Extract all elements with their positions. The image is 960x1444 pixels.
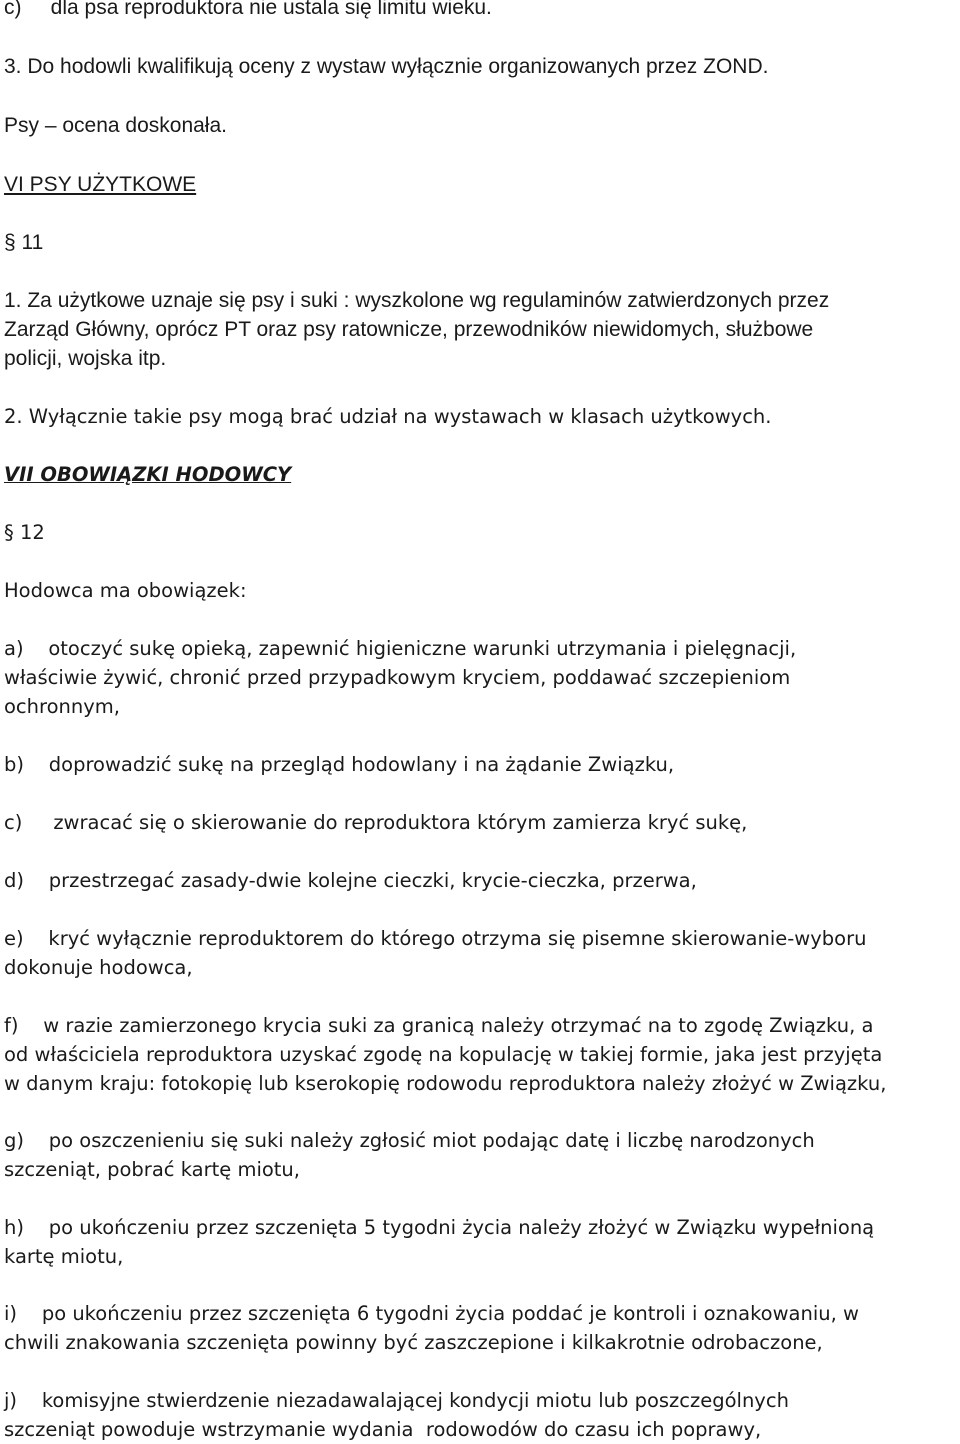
text-line: w danym kraju: fotokopię lub kserokopię rodowodu reproduktora należy złożyć w Związku,	[4, 1072, 887, 1095]
text-line: właściwie żywić, chronić przed przypadkowym kryciem, poddawać szczepieniom	[4, 666, 791, 689]
text-line: od właściciela reproduktora uzyskać zgodę na kopulację w takiej formie, jaka jest przyjęta	[4, 1043, 883, 1066]
list-item: i) po ukończeniu przez szczenięta 6 tygodni życia poddać je kontroli i oznakowaniu, w	[4, 1302, 859, 1325]
section-heading: VI PSY UŻYTKOWE	[4, 173, 197, 196]
list-item: e) kryć wyłącznie reproduktorem do którego otrzyma się pisemne skierowanie-wyboru	[4, 927, 867, 950]
text-line: Psy – ocena doskonała.	[4, 114, 227, 137]
text-line: 1. Za użytkowe uznaje się psy i suki : wyszkolone wg regulaminów zatwierdzonych przez	[4, 289, 830, 312]
list-item: g) po oszczenieniu się suki należy zgłosić miot podając datę i liczbę narodzonych	[4, 1129, 815, 1152]
list-item: d) przestrzegać zasady-dwie kolejne cieczki, krycie-cieczka, przerwa,	[4, 869, 697, 892]
list-item: c) zwracać się o skierowanie do reproduktora którym zamierza kryć sukę,	[4, 811, 748, 834]
list-item: f) w razie zamierzonego krycia suki za granicą należy otrzymać na to zgodę Związku, a	[4, 1014, 874, 1037]
text-line: 2. Wyłącznie takie psy mogą brać udział na wystawach w klasach użytkowych.	[4, 405, 772, 428]
section-heading: VII OBOWIĄZKI HODOWCY	[4, 463, 292, 486]
text-line: szczeniąt, pobrać kartę miotu,	[4, 1158, 300, 1181]
text-line: Hodowca ma obowiązek:	[4, 579, 247, 602]
list-item: a) otoczyć sukę opieką, zapewnić higieniczne warunki utrzymania i pielęgnacji,	[4, 637, 797, 660]
text-line: dokonuje hodowca,	[4, 956, 193, 979]
text-line: 3. Do hodowli kwalifikują oceny z wystaw wyłącznie organizowanych przez ZOND.	[4, 55, 769, 78]
text-line: ochronnym,	[4, 695, 120, 718]
paragraph-number: § 12	[4, 521, 45, 544]
list-item: b) doprowadzić sukę na przegląd hodowlany i na żądanie Związku,	[4, 753, 675, 776]
text-line: szczeniąt powoduje wstrzymanie wydania rodowodów do czasu ich poprawy,	[4, 1418, 762, 1441]
list-item: j) komisyjne stwierdzenie niezadawalającej kondycji miotu lub poszczególnych	[4, 1389, 789, 1412]
list-item: h) po ukończeniu przez szczenięta 5 tygodni życia należy złożyć w Związku wypełnioną	[4, 1216, 875, 1239]
text-line: chwili znakowania szczenięta powinny być zaszczepione i kilkakrotnie odrobaczone,	[4, 1331, 823, 1354]
paragraph-number: § 11	[4, 231, 44, 254]
text-line: c) dla psa reproduktora nie ustala się limitu wieku.	[4, 0, 492, 19]
text-line: kartę miotu,	[4, 1245, 124, 1268]
text-line: Zarząd Główny, oprócz PT oraz psy ratownicze, przewodników niewidomych, służbowe	[4, 318, 814, 341]
text-line: policji, wojska itp.	[4, 347, 167, 370]
